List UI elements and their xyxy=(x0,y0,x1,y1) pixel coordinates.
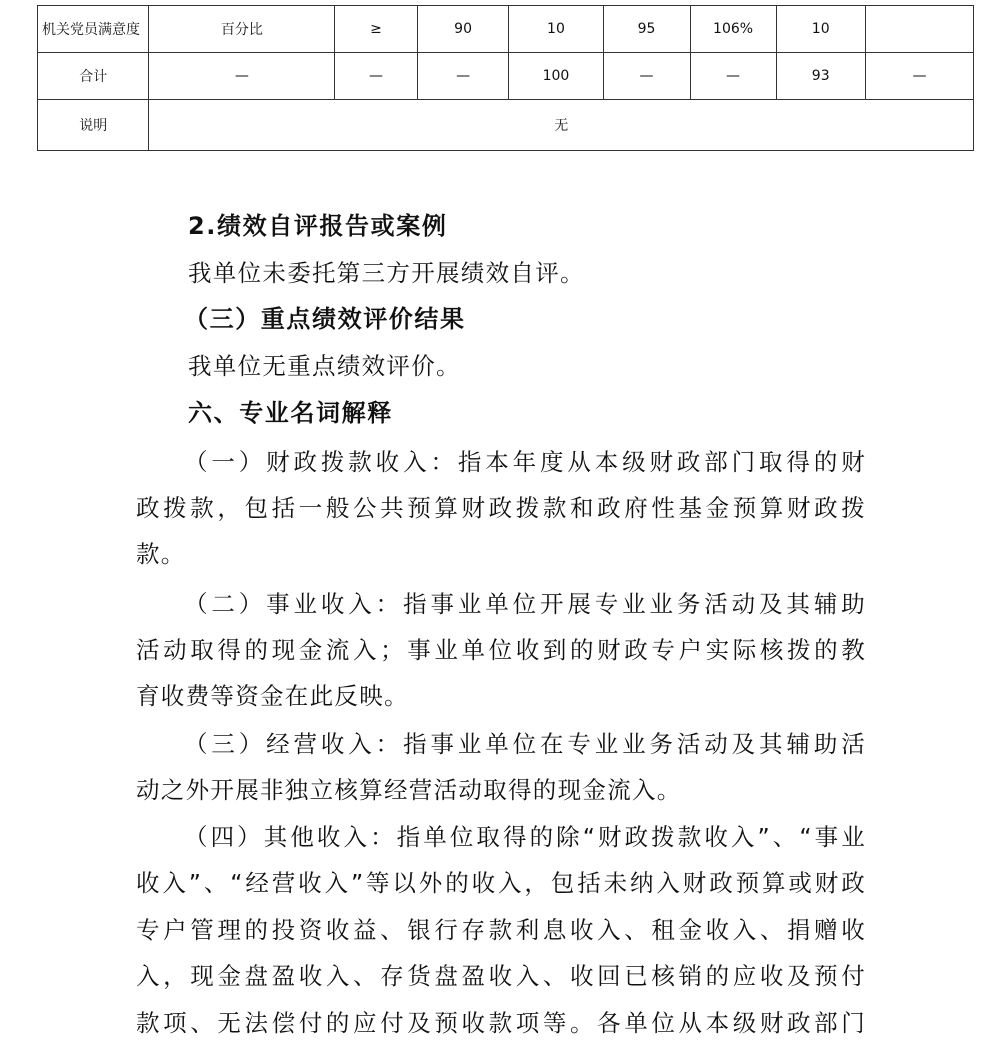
paragraph-line: （三）经营收入：指事业单位在专业业务活动及其辅助活 xyxy=(184,730,866,758)
section-heading-report: 2.绩效自评报告或案例 xyxy=(188,212,448,240)
paragraph-line: 收入”、“经营收入”等以外的收入，包括未纳入财政预算或财政 xyxy=(136,869,866,897)
paragraph-line: 政拨款，包括一般公共预算财政拨款和政府性基金预算财政拨 xyxy=(136,494,866,522)
table-cell: 合计 xyxy=(38,53,149,100)
paragraph-line: 育收费等资金在此反映。 xyxy=(136,682,409,710)
paragraph-line: 专户管理的投资收益、银行存款利息收入、租金收入、捐赠收 xyxy=(136,916,866,944)
section-heading-terms: 六、专业名词解释 xyxy=(188,399,393,427)
table-cell: 106% xyxy=(690,6,776,53)
table-cell: 95 xyxy=(603,6,690,53)
table-row-total xyxy=(38,53,974,100)
paragraph-line: 款项、无法偿付的应付及预收款项等。各单位从本级财政部门 xyxy=(136,1009,866,1037)
table-cell: 10 xyxy=(509,6,603,53)
table-row xyxy=(38,6,974,53)
table-cell: — xyxy=(865,53,973,100)
paragraph-line: 款。 xyxy=(136,540,186,568)
note-label: 说明 xyxy=(38,100,149,151)
table-cell: 93 xyxy=(776,53,865,100)
paragraph-line: 入，现金盘盈收入、存货盘盈收入、收回已核销的应收及预付 xyxy=(136,962,866,990)
note-value: 无 xyxy=(149,100,974,151)
paragraph-line: （二）事业收入：指事业单位开展专业业务活动及其辅助 xyxy=(184,590,866,618)
table-cell: 百分比 xyxy=(149,6,335,53)
table-cell: — xyxy=(690,53,776,100)
table-cell: — xyxy=(335,53,417,100)
paragraph-line: （一）财政拨款收入：指本年度从本级财政部门取得的财 xyxy=(184,448,866,476)
table-cell: 90 xyxy=(417,6,509,53)
paragraph-line: 动之外开展非独立核算经营活动取得的现金流入。 xyxy=(136,776,682,804)
paragraph-key-evaluation: 我单位无重点绩效评价。 xyxy=(188,352,461,380)
table-cell: 机关党员满意度 xyxy=(38,6,149,53)
table-cell: ≥ xyxy=(335,6,417,53)
table-cell: — xyxy=(603,53,690,100)
performance-table xyxy=(37,5,974,151)
table-cell: — xyxy=(149,53,335,100)
paragraph-line: 活动取得的现金流入；事业单位收到的财政专户实际核拨的教 xyxy=(136,636,866,664)
paragraph-line: （四）其他收入：指单位取得的除“财政拨款收入”、“事业 xyxy=(184,823,866,851)
table-row-note xyxy=(38,100,974,151)
table-cell: 100 xyxy=(509,53,603,100)
table-cell: 10 xyxy=(776,6,865,53)
paragraph-report: 我单位未委托第三方开展绩效自评。 xyxy=(188,259,585,287)
table-cell: — xyxy=(417,53,509,100)
table-cell xyxy=(865,6,973,53)
section-heading-key-evaluation: （三）重点绩效评价结果 xyxy=(184,305,466,333)
